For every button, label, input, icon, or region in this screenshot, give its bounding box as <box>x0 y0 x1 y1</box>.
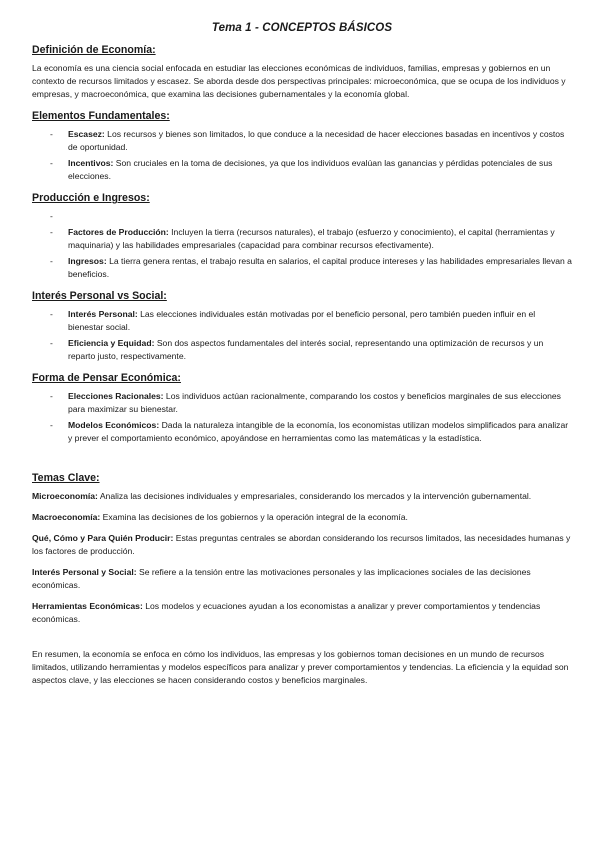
text-interes-social: Se refiere a la tensión entre las motivaciones personales y las implicaciones sociales de las decisiones económicas. <box>32 567 531 590</box>
text-ingresos: La tierra genera rentas, el trabajo resulta en salarios, el capital produce intereses y las habilidades empresariales llevan a beneficios. <box>68 256 572 279</box>
term-modelos: Modelos Económicos: <box>68 420 160 430</box>
term-interes-social: Interés Personal y Social: <box>32 567 137 577</box>
heading-definicion: Definición de Economía: <box>32 44 156 56</box>
text-escasez: Los recursos y bienes son limitados, lo que conduce a la necesidad de hacer elecciones basadas en incentivos y costos de oportunidad. <box>68 129 565 152</box>
term-eficiencia: Eficiencia y Equidad: <box>68 338 155 348</box>
term-interes-personal: Interés Personal: <box>68 309 138 319</box>
document-title: Tema 1 - CONCEPTOS BÁSICOS <box>211 22 393 34</box>
term-herramientas: Herramientas Económicas: <box>32 601 143 611</box>
term-micro: Microeconomía: <box>32 491 98 501</box>
list-item-interes-personal <box>68 308 572 334</box>
heading-interes: Interés Personal vs Social: <box>32 290 167 302</box>
text-elecciones: Los individuos actúan racionalmente, comparando los costos y beneficios marginales de sus elecciones para maximizar su bienestar. <box>68 391 561 414</box>
list-item-modelos <box>68 419 572 445</box>
text-incentivos: Son cruciales en la toma de decisiones, ya que los individuos evalúan las ganancias y pérdidas potenciales de sus elecciones. <box>68 158 553 181</box>
section-forma <box>32 372 572 445</box>
tema-interes <box>32 566 572 592</box>
paragraph-definicion: La economía es una ciencia social enfocada en estudiar las elecciones económicas de individuos, familias, empresas y gobiernos en un contexto de recursos limitados y escasez. Se aborda desde dos perspectivas principales: microeconómica, que se ocupa de los individuos y empresas, y macroeconómica, que examina las decisiones gubernamentales y la economía global. <box>32 63 566 99</box>
tema-macro <box>32 511 572 524</box>
heading-produccion: Producción e Ingresos: <box>32 192 150 204</box>
heading-elementos: Elementos Fundamentales: <box>32 110 170 122</box>
text-que-como: Estas preguntas centrales se abordan considerando los recursos limitados, las necesidades humanas y los factores de producción. <box>32 533 571 556</box>
list-produccion <box>32 210 572 281</box>
term-factores: Factores de Producción: <box>68 227 169 237</box>
spacer <box>32 454 572 472</box>
text-herramientas: Los modelos y ecuaciones ayudan a los economistas a analizar y prever comportamientos y tendencias económicas. <box>32 601 541 624</box>
heading-forma: Forma de Pensar Económica: <box>32 372 181 384</box>
term-ingresos: Ingresos: <box>68 256 107 266</box>
text-eficiencia: Son dos aspectos fundamentales del interés social, representando una optimización de recursos y un reparto justo, respectivamente. <box>68 338 544 361</box>
list-elementos <box>32 128 572 183</box>
term-incentivos: Incentivos: <box>68 158 114 168</box>
list-item-escasez <box>68 128 572 154</box>
tema-micro <box>32 490 572 503</box>
text-modelos: Dada la naturaleza intangible de la economía, los economistas utilizan modelos simplificados para analizar y prever el comportamiento económico, apoyándose en herramientas como las matemáticas y la estadística. <box>68 420 569 443</box>
section-produccion <box>32 192 572 281</box>
tema-herramientas <box>32 600 572 626</box>
list-interes <box>32 308 572 363</box>
section-interes <box>32 290 572 363</box>
list-item-eficiencia <box>68 337 572 363</box>
text-interes-personal: Las elecciones individuales están motivadas por el beneficio personal, pero también pueden influir en el bienestar social. <box>68 309 536 332</box>
summary-paragraph: En resumen, la economía se enfoca en cómo los individuos, las empresas y los gobiernos toman decisiones en un mundo de recursos limitados, utilizando herramientas y modelos específicos para analizar y prever comportamientos y tendencias. La eficiencia y la equidad son aspectos clave, y las elecciones se hacen considerando costos y beneficios marginales. <box>32 649 569 685</box>
list-item-ingresos <box>68 255 572 281</box>
list-item-factores <box>68 226 572 252</box>
heading-temas: Temas Clave: <box>32 472 100 484</box>
list-forma <box>32 390 572 445</box>
term-escasez: Escasez: <box>68 129 105 139</box>
list-item-elecciones <box>68 390 572 416</box>
term-que-como: Qué, Cómo y Para Quién Producir: <box>32 533 174 543</box>
text-factores: Incluyen la tierra (recursos naturales), el trabajo (esfuerzo y conocimiento), el capital (herramientas y maquinaria) y las habilidades empresariales (capacidad para combinar recursos efectivamente). <box>68 227 555 250</box>
document-page <box>32 22 572 696</box>
section-definicion <box>32 44 572 101</box>
term-macro: Macroeconomía: <box>32 512 101 522</box>
section-elementos <box>32 110 572 183</box>
list-item-incentivos <box>68 157 572 183</box>
tema-que-como <box>32 532 572 558</box>
text-micro: Analiza las decisiones individuales y empresariales, considerando los mercados y la intervención gubernamental. <box>97 491 532 501</box>
text-macro: Examina las decisiones de los gobiernos y la operación integral de la economía. <box>100 512 408 522</box>
list-item-empty <box>68 210 572 223</box>
section-temas <box>32 472 572 626</box>
term-elecciones: Elecciones Racionales: <box>68 391 164 401</box>
